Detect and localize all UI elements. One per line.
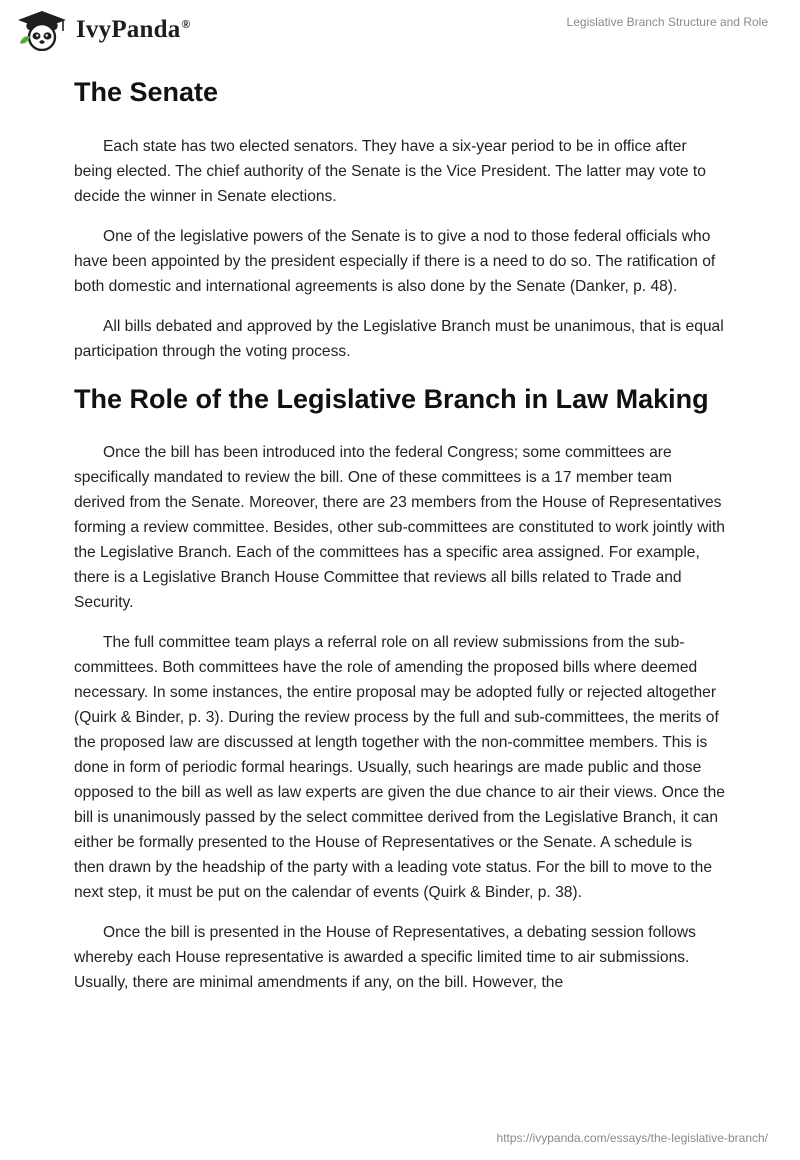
paragraph: Each state has two elected senators. They have a six-year period to be in office after being elected. The chief authority of the Senate is the Vice President. The latter may vote to decide the winner in Senate elections. [74, 138, 706, 205]
page-header [0, 0, 800, 70]
paragraph: All bills debated and approved by the Legislative Branch must be unanimous, that is equal participation through the voting process. [74, 318, 724, 360]
source-url[interactable]: https://ivypanda.com/essays/the-legislative-branch/ [496, 1131, 768, 1145]
section-heading-senate: The Senate [74, 77, 219, 107]
document-title: Legislative Branch Structure and Role [566, 15, 768, 29]
section-heading-law-making: The Role of the Legislative Branch in Law Making [74, 384, 709, 414]
paragraph: Once the bill is presented in the House of Representatives, a debating session follows whereby each House representative is awarded a specific limited time to air submissions. Usually, there are minimal amendments if any, on the bill. However, the [74, 924, 696, 991]
paragraph: One of the legislative powers of the Senate is to give a nod to those federal officials who have been appointed by the president especially if there is a need to do so. The ratification of both domestic and international agreements is also done by the Senate (Danker, p. 48). [74, 228, 716, 295]
paragraph: The full committee team plays a referral role on all review submissions from the sub-committees. Both committees have the role of amending the proposed bills where deemed necessary. In some instances, the entire proposal may be adopted fully or rejected altogether (Quirk & Binder, p. 3). During the review process by the full and sub-committees, the merits of the proposed law are discussed at length together with the non-committee members. This is done in form of periodic formal hearings. Usually, such hearings are made public and those opposed to the bill as well as law experts are given the due chance to air their views. Once the bill is unanimously passed by the select committee derived from the Legislative Branch, it can either be formally presented to the House of Representatives or the Senate. A schedule is then drawn by the headship of the party with a leading vote status. For the bill to move to the next step, it must be put on the calendar of events (Quirk & Binder, p. 38). [74, 634, 725, 901]
panda-graduate-icon [14, 9, 70, 51]
brand-logo[interactable] [14, 9, 191, 51]
article-body [74, 72, 726, 1010]
paragraph: Once the bill has been introduced into the federal Congress; some committees are specifically mandated to review the bill. One of these committees is a 17 member team derived from the Senate. Moreover, there are 23 members from the House of Representatives forming a review committee. Besides, other sub-committees are constituted to work jointly with the Legislative Branch. Each of the committees has a specific area assigned. For example, there is a Legislative Branch House Committee that reviews all bills related to Trade and Security. [74, 444, 725, 611]
brand-name: IvyPanda® [76, 16, 191, 43]
